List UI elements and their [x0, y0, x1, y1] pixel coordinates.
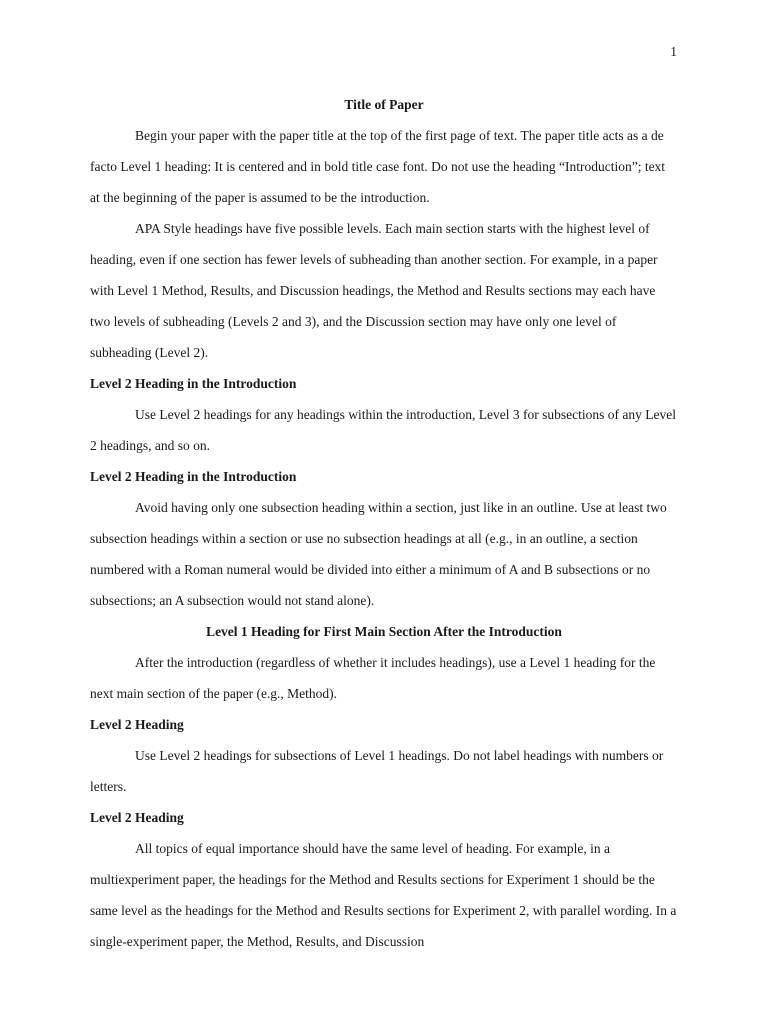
level-2-heading: Level 2 Heading — [90, 717, 184, 732]
level-2-heading: Level 2 Heading in the Introduction — [90, 376, 297, 391]
paragraph: All topics of equal importance should have the same level of heading. For example, in a multiexperiment paper, the headings for the Method and Results sections for Experiment 1 should be the same level as the headings for the Method and Results sections for Experiment 2, with parallel wording. In a single-experiment paper, the Method, Results, and Discussion — [90, 841, 677, 949]
paragraph: Avoid having only one subsection heading within a section, just like in an outline. Use at least two subsection headings within a section or use no subsection headings at all (e.g., in an outline, a section numbered with a Roman numeral would be divided into either a minimum of A and B subsections or no subsections; an A subsection would not stand alone). — [90, 500, 667, 608]
level-2-heading: Level 2 Heading in the Introduction — [90, 469, 297, 484]
paragraph: After the introduction (regardless of whether it includes headings), use a Level 1 heading for the next main section of the paper (e.g., Method). — [90, 655, 656, 701]
level-1-heading: Level 1 Heading for First Main Section After the Introduction — [206, 624, 562, 639]
paper-title: Title of Paper — [344, 97, 424, 112]
document-body — [90, 89, 678, 957]
paragraph: APA Style headings have five possible levels. Each main section starts with the highest level of heading, even if one section has fewer levels of subheading than another section. For example, in a paper with Level 1 Method, Results, and Discussion headings, the Method and Results sections may each have two levels of subheading (Levels 2 and 3), and the Discussion section may have only one level of subheading (Level 2). — [90, 221, 658, 360]
page-number: 1 — [670, 44, 677, 59]
level-2-heading: Level 2 Heading — [90, 810, 184, 825]
paragraph: Begin your paper with the paper title at the top of the first page of text. The paper title acts as a de facto Level 1 heading: It is centered and in bold title case font. Do not use the heading “Introduction”; text at the beginning of the paper is assumed to be the introduction. — [90, 128, 666, 205]
paragraph: Use Level 2 headings for subsections of Level 1 headings. Do not label headings with numbers or letters. — [90, 748, 664, 794]
paragraph: Use Level 2 headings for any headings within the introduction, Level 3 for subsections of any Level 2 headings, and so on. — [90, 407, 676, 453]
